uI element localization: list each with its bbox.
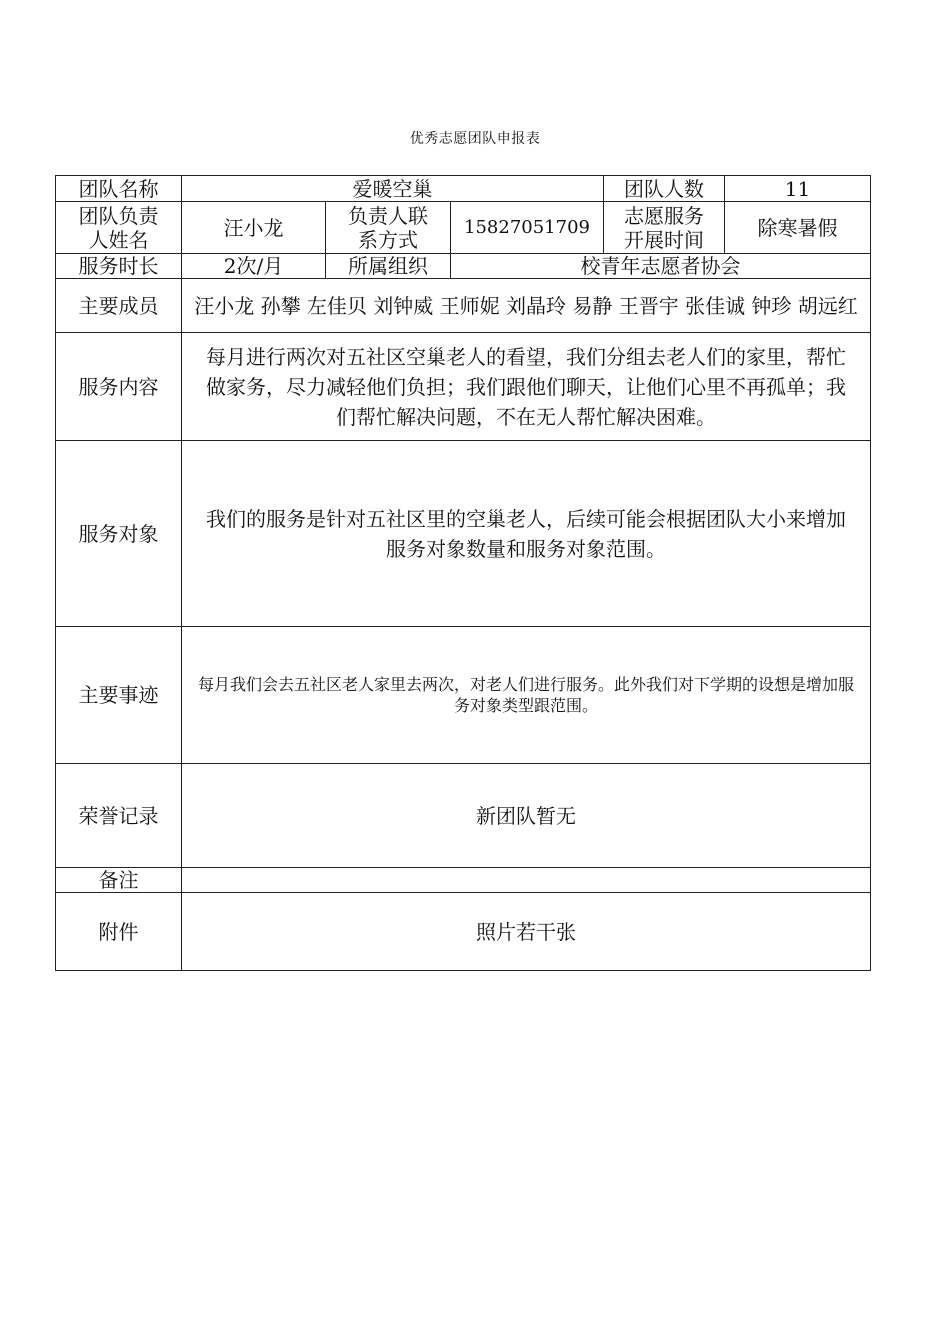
attachments-label: 附件 bbox=[56, 893, 182, 971]
target-label: 服务对象 bbox=[56, 441, 182, 627]
members-value: 汪小龙 孙攀 左佳贝 刘钟威 王师妮 刘晶玲 易静 王晋宇 张佳诚 钟珍 胡远红 bbox=[182, 279, 871, 333]
deeds-value: 每月我们会去五社区老人家里去两次，对老人们进行服务。此外我们对下学期的设想是增加服务对象类型跟范围。 bbox=[182, 627, 871, 764]
row-content bbox=[56, 333, 871, 441]
row-members bbox=[56, 279, 871, 333]
row-team-name bbox=[56, 176, 871, 202]
contact-label: 负责人联系方式 bbox=[326, 202, 451, 254]
content-value: 每月进行两次对五社区空巢老人的看望，我们分组去老人们的家里，帮忙做家务，尽力减轻他们负担；我们跟他们聊天，让他们心里不再孤单；我们帮忙解决问题，不在无人帮忙解决困难。 bbox=[182, 333, 871, 441]
honors-value: 新团队暂无 bbox=[182, 764, 871, 868]
team-name-value: 爱暖空巢 bbox=[182, 176, 604, 202]
deeds-label: 主要事迹 bbox=[56, 627, 182, 764]
members-label: 主要成员 bbox=[56, 279, 182, 333]
row-target bbox=[56, 441, 871, 627]
attachments-value: 照片若干张 bbox=[182, 893, 871, 971]
duration-label: 服务时长 bbox=[56, 254, 182, 279]
row-deeds bbox=[56, 627, 871, 764]
remarks-value bbox=[182, 868, 871, 893]
service-time-label: 志愿服务开展时间 bbox=[604, 202, 725, 254]
row-duration bbox=[56, 254, 871, 279]
row-attachments bbox=[56, 893, 871, 971]
leader-value: 汪小龙 bbox=[182, 202, 326, 254]
duration-value: 2次/月 bbox=[182, 254, 326, 279]
page-title: 优秀志愿团队申报表 bbox=[409, 131, 541, 147]
honors-label: 荣誉记录 bbox=[56, 764, 182, 868]
team-size-value: 11 bbox=[725, 176, 871, 202]
row-honors bbox=[56, 764, 871, 868]
row-leader bbox=[56, 202, 871, 254]
leader-label: 团队负责人姓名 bbox=[56, 202, 182, 254]
application-form bbox=[55, 175, 871, 971]
service-time-value: 除寒暑假 bbox=[725, 202, 871, 254]
content-label: 服务内容 bbox=[56, 333, 182, 441]
contact-value: 15827051709 bbox=[451, 202, 604, 254]
org-label: 所属组织 bbox=[326, 254, 451, 279]
team-name-label: 团队名称 bbox=[56, 176, 182, 202]
remarks-label: 备注 bbox=[56, 868, 182, 893]
team-size-label: 团队人数 bbox=[604, 176, 725, 202]
org-value: 校青年志愿者协会 bbox=[451, 254, 871, 279]
row-remarks bbox=[56, 868, 871, 893]
target-value: 我们的服务是针对五社区里的空巢老人，后续可能会根据团队大小来增加服务对象数量和服务对象范围。 bbox=[182, 441, 871, 627]
